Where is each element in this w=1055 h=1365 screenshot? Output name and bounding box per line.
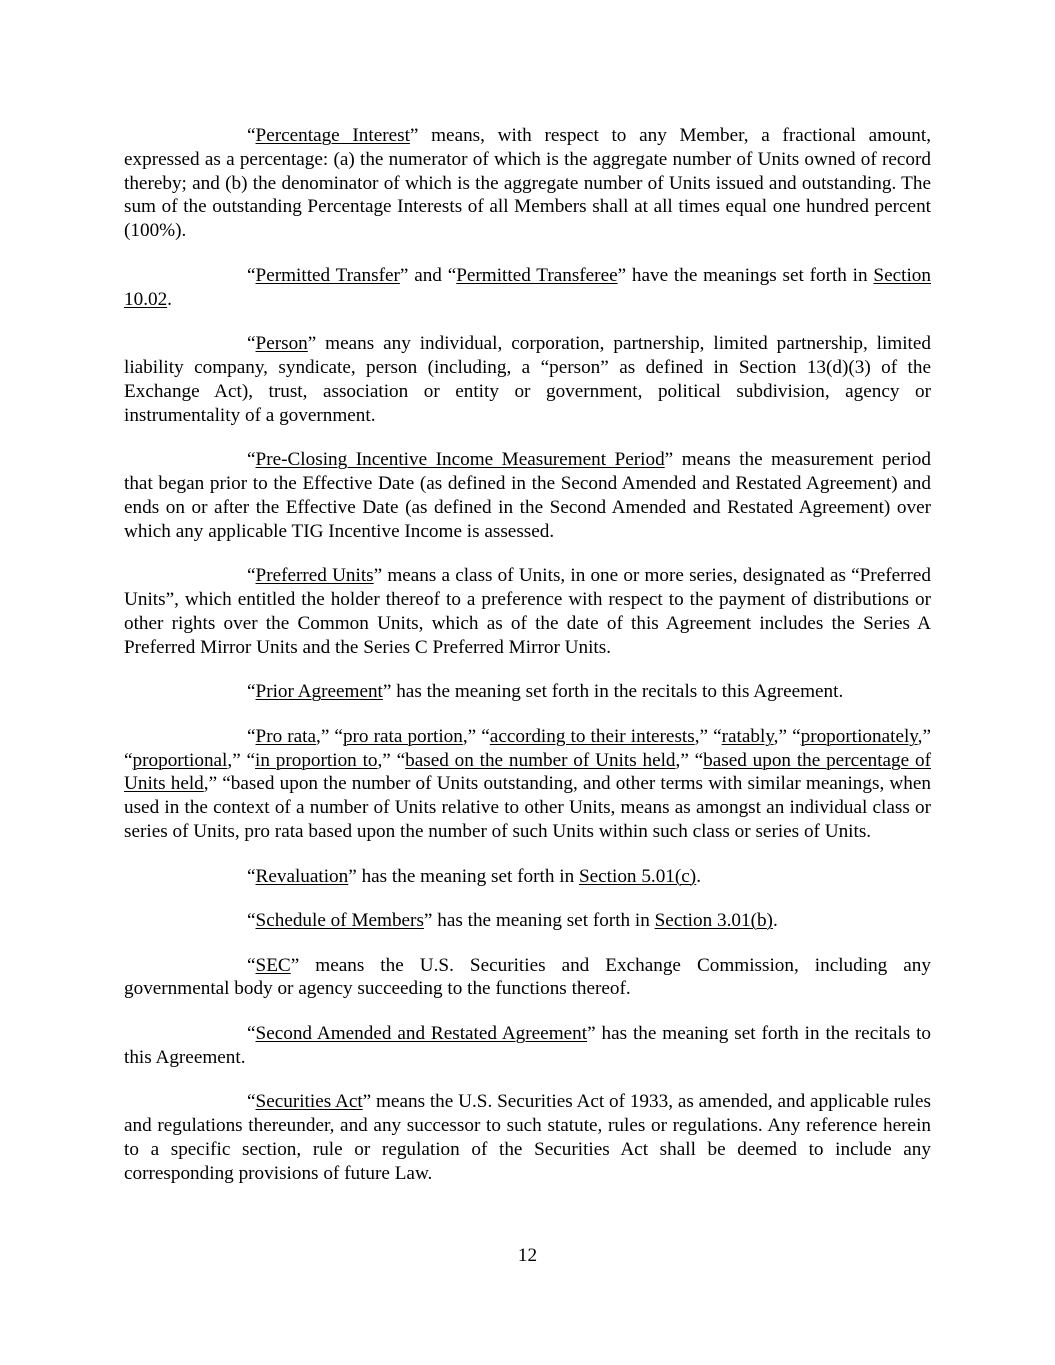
definition-pro-rata <box>124 725 931 844</box>
body-text: “ <box>247 910 256 932</box>
defined-term: Person <box>255 333 308 355</box>
body-text: ” has the meaning set forth in the recitals to this Agreement. <box>382 681 844 703</box>
body-text: ” and “ <box>399 264 457 286</box>
definition-permitted-transfer <box>124 264 931 312</box>
defined-term: proportionately <box>800 725 918 747</box>
body-text: . <box>772 910 778 932</box>
definition-person <box>124 332 931 427</box>
defined-term: Percentage Interest <box>255 125 410 146</box>
body-text: ” has the meaning set forth in <box>348 865 579 887</box>
definition-prior-agreement <box>124 680 931 704</box>
defined-term: Section 10.02 <box>124 264 931 310</box>
body-text: “ <box>247 681 256 703</box>
body-text: ” means any individual, corporation, partnership, limited partnership, limited liability company, syndicate, person (including, a “person” as defined in Section 13(d)(3) of the Exchange Act), trust, association or entity or government, political subdivision, agency or instrumentality of a government. <box>124 333 931 426</box>
body-text: “ <box>247 865 256 887</box>
body-text: “ <box>247 565 256 587</box>
body-text: “ <box>247 954 256 976</box>
body-text: ” means a class of Units, in one or more series, designated as “Preferred Units”, which entitled the holder thereof to a preference with respect to the payment of distributions or other rights over the Common Units, which as of the date of this Agreement includes the Series A Preferred Mirror Units and the Series C Preferred Mirror Units. <box>124 565 931 658</box>
defined-term: Permitted Transferee <box>456 264 618 286</box>
body-text: “ <box>247 1091 256 1113</box>
defined-term: proportional <box>132 749 228 771</box>
defined-term: Pro rata <box>255 725 317 747</box>
body-text: . <box>696 865 701 887</box>
defined-term: Revaluation <box>255 865 349 887</box>
definition-preferred-units <box>124 564 931 659</box>
body-text: “ <box>247 725 256 747</box>
body-text: “ <box>247 125 256 146</box>
defined-term: Section 3.01(b) <box>654 910 773 932</box>
body-text: “ <box>247 333 256 355</box>
body-text: ,” “ <box>675 749 704 771</box>
defined-term: pro rata portion <box>342 725 463 747</box>
definition-sec <box>124 954 931 1002</box>
body-text: ” has the meaning set forth in the recitals to this Agreement. <box>124 1023 931 1068</box>
body-text: ” means the measurement period that began prior to the Effective Date (as defined in the Second Amended and Restated Agreement) and ends on or after the Effective Date (as defined in the Second Amended and Restated Agreement) over which any applicable TIG Incentive Income is assessed. <box>124 449 931 542</box>
definition-securities-act <box>124 1090 931 1185</box>
body-text: “ <box>247 449 256 471</box>
body-text: ,” “ <box>377 749 406 771</box>
defined-term: based on the number of Units held <box>405 749 676 771</box>
defined-term: based upon the percentage of Units held <box>124 749 931 795</box>
defined-term: Permitted Transfer <box>255 264 400 286</box>
page-number: 12 <box>517 1245 538 1266</box>
defined-term: Prior Agreement <box>255 681 383 703</box>
defined-term: Pre-Closing Incentive Income Measurement Period <box>255 449 665 471</box>
body-text: ” have the meanings set forth in <box>617 264 874 286</box>
definition-schedule-of-members <box>124 909 931 933</box>
body-text: ” means, with respect to any Member, a fractional amount, expressed as a percentage: (a) the numerator of which is the aggregate number of Units owned of record thereby; and (b) the denominator of which is the aggregate number of Units issued and outstanding. The sum of the outstanding Percentage Interests of all Members shall at all times equal one hundred percent (100%). <box>124 125 931 242</box>
definition-pre-closing-period <box>124 448 931 543</box>
body-text: “ <box>247 1023 256 1045</box>
defined-term: Section 5.01(c) <box>578 865 697 887</box>
definition-percentage-interest <box>124 124 931 243</box>
definition-second-amended-agreement <box>124 1022 931 1070</box>
body-text: ,” “ <box>316 725 343 747</box>
body-text: . <box>167 288 172 310</box>
defined-term: SEC <box>255 954 291 976</box>
body-text: ,” “ <box>124 725 931 771</box>
defined-term: in proportion to <box>255 749 378 771</box>
defined-term: Preferred Units <box>255 565 374 587</box>
body-text: ,” “ <box>227 749 256 771</box>
body-text: ” means the U.S. Securities Act of 1933, as amended, and applicable rules and regulations thereunder, and any successor to such statute, rules or regulations. Any reference herein to a specific section, rule or regulation of the Securities Act shall be deemed to include any corresponding provisions of future Law. <box>124 1091 932 1184</box>
body-text: ,” “based upon the number of Units outstanding, and other terms with similar meanings, when used in the context of a number of Units relative to other Units, means as amongst an individual class or series of Units, pro rata based upon the number of such Units within such class or series of Units. <box>124 773 931 842</box>
body-text: “ <box>247 264 256 286</box>
defined-term: Schedule of Members <box>255 910 424 932</box>
body-text: ,” “ <box>462 725 490 747</box>
defined-term: ratably <box>721 725 774 747</box>
body-text: ” means the U.S. Securities and Exchange Commission, including any governmental body or agency succeeding to the functions thereof. <box>124 954 931 1000</box>
body-text: ” has the meaning set forth in <box>423 910 655 932</box>
body-text: ,” “ <box>773 725 801 747</box>
definition-revaluation <box>124 865 931 889</box>
document-body <box>124 124 931 1186</box>
defined-term: Securities Act <box>255 1091 363 1113</box>
defined-term: according to their interests <box>489 725 695 747</box>
body-text: ,” “ <box>694 725 722 747</box>
defined-term: Second Amended and Restated Agreement <box>255 1023 588 1045</box>
